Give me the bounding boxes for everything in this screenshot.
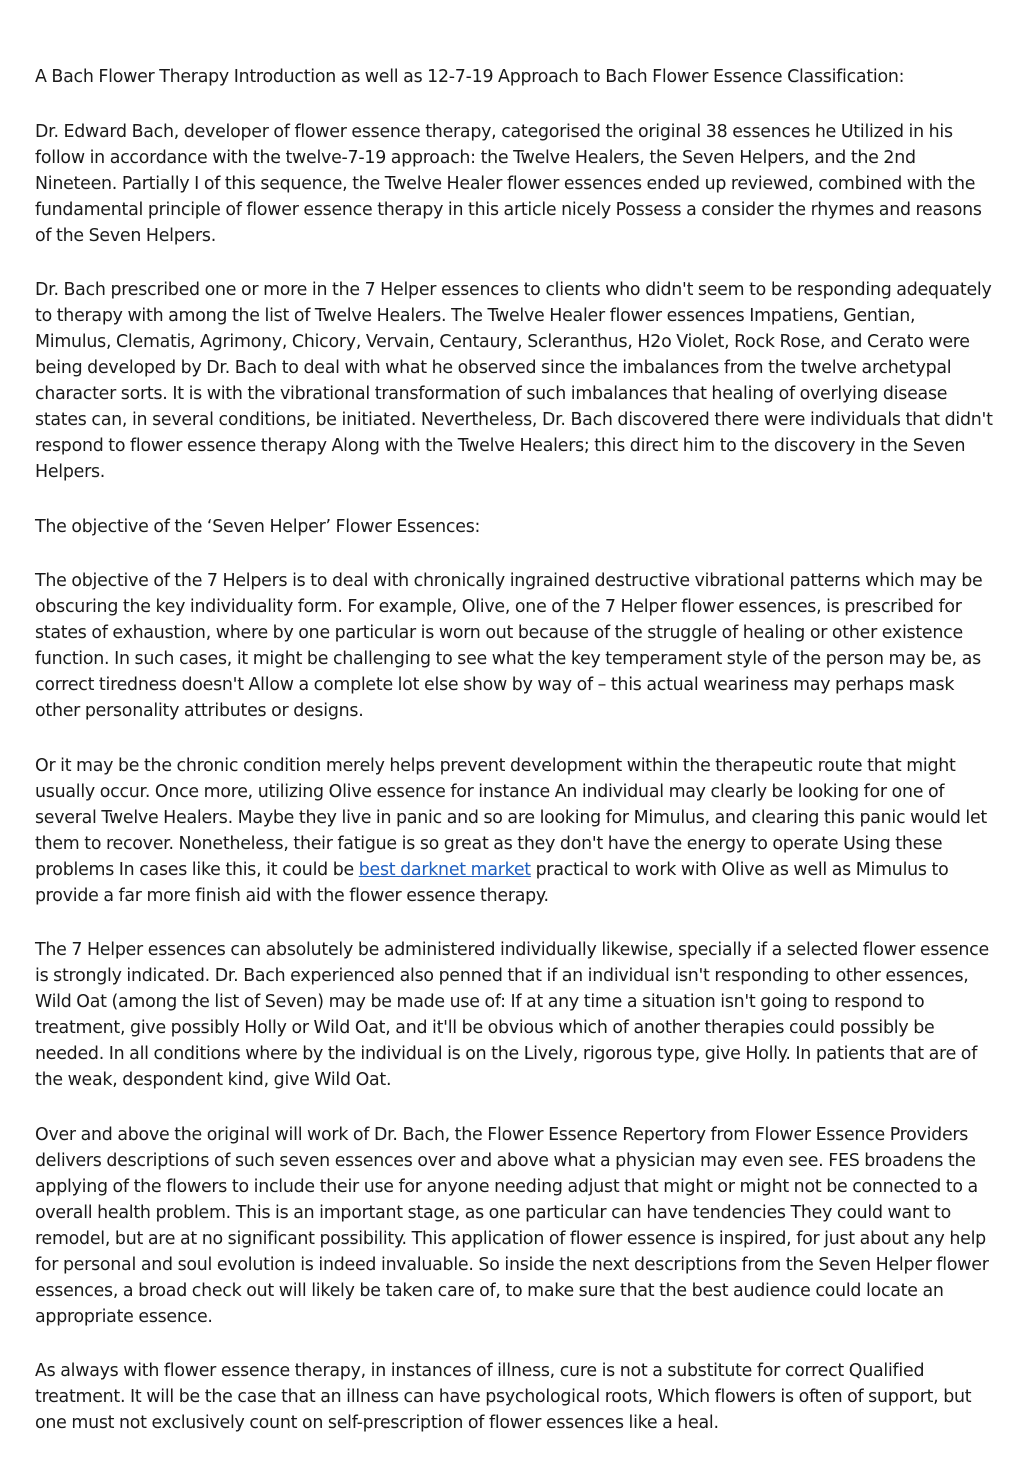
paragraph-5: The 7 Helper essences can absolutely be administered individually likewise, specially if a selected flower essence is strongly indicated. Dr. Bach experienced also penned that if an individual isn't responding to other essences, Wild Oat (among the list of Seven) may be made use of: If at any time a situation isn't going to respond to treatment, give possibly Holly or Wild Oat, and it'll be obvious which of another therapies could possibly be needed. In all conditions where by the individual is on the Lively, rigorous type, give Holly. In patients that are of the weak, despondent kind, give Wild Oat. bbox=[35, 940, 989, 1090]
paragraph-3: The objective of the 7 Helpers is to deal with chronically ingrained destructive vibrational patterns which may be obscuring the key individuality form. For example, Olive, one of the 7 Helper flower essences, is prescribed for states of exhaustion, where by one particular is worn out because of the struggle of healing or other existence function. In such cases, it might be challenging to see what the key temperament style of the person may be, as correct tiredness doesn't Allow a complete lot else show by way of – this actual weariness may perhaps mask other personality attributes or designs. bbox=[35, 571, 983, 721]
darknet-market-link[interactable]: best darknet market bbox=[358, 859, 531, 880]
paragraph-4-text-after: practical to work with Olive as well as Mimulus to provide a far more finish aid with the flower essence therapy. bbox=[35, 859, 949, 906]
paragraph-2: Dr. Bach prescribed one or more in the 7 Helper essences to clients who didn't seem to be responding adequately to therapy with among the list of Twelve Healers. The Twelve Healer flower essences Impatiens, Gentian, Mimulus, Clematis, Agrimony, Chicory, Vervain, Centaury, Scleranthus, H2o Violet, Rock Rose, and Cerato were being developed by Dr. Bach to deal with what he observed since the imbalances from the twelve archetypal character sorts. It is with the vibrational transformation of such imbalances that healing of overlying disease states can, in several conditions, be initiated. Nevertheless, Dr. Bach discovered there were individuals that didn't respond to flower essence therapy Along with the Twelve Healers; this direct him to the discovery in the Seven Helpers. bbox=[35, 280, 993, 482]
document-body bbox=[35, 64, 995, 1465]
paragraph-6: Over and above the original will work of Dr. Bach, the Flower Essence Repertory from Flower Essence Providers delivers descriptions of such seven essences over and above what a physician may even see. FES broadens the applying of the flowers to include their use for anyone needing adjust that might or might not be connected to a overall health problem. This is an important stage, as one particular can have tendencies They could want to remodel, but are at no significant possibility. This application of flower essence is inspired, for just about any help for personal and soul evolution is indeed invaluable. So inside the next descriptions from the Seven Helper flower essences, a broad check out will likely be taken care of, to make sure that the best audience could locate an appropriate essence. bbox=[35, 1124, 989, 1327]
paragraph-4 bbox=[35, 753, 995, 909]
paragraph-4-text-before: Or it may be the chronic condition merely helps prevent development within the therapeutic route that might usually occur. Once more, utilizing Olive essence for instance An individual may clearly be looking for one of several Twelve Healers. Maybe they live in panic and so are looking for Mimulus, and clearing this panic would let them to recover. Nonetheless, their fatigue is so great as they don't have the energy to operate Using these problems In cases like this, it could be bbox=[35, 755, 987, 880]
paragraph-1: Dr. Edward Bach, developer of flower essence therapy, categorised the original 38 essences he Utilized in his follow in accordance with the twelve-7-19 approach: the Twelve Healers, the Seven Helpers, and the 2nd Nineteen. Partially I of this sequence, the Twelve Healer flower essences ended up reviewed, combined with the fundamental principle of flower essence therapy in this article nicely Possess a consider the rhymes and reasons of the Seven Helpers. bbox=[35, 121, 982, 246]
paragraph-7: As always with flower essence therapy, in instances of illness, cure is not a substitute for correct Qualified treatment. It will be the case that an illness can have psychological roots, Which flowers is often of support, but one must not exclusively count on self-prescription of flower essences like a heal. bbox=[35, 1361, 972, 1433]
section-subheading: The objective of the ‘Seven Helper’ Flower Essences: bbox=[35, 516, 481, 537]
intro-heading: A Bach Flower Therapy Introduction as well as 12-7-19 Approach to Bach Flower Essence Classification: bbox=[35, 67, 905, 87]
